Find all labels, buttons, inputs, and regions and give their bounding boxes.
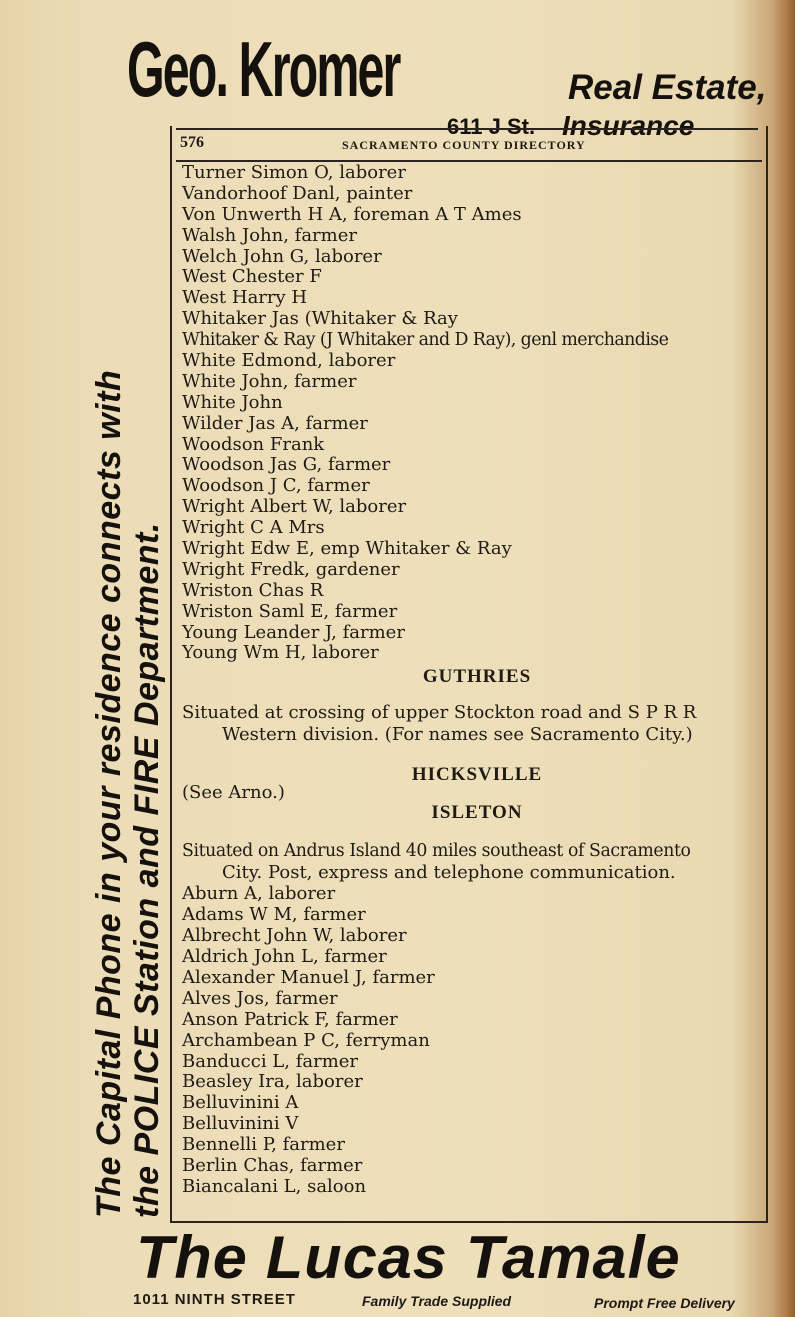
directory-entry: Wright Edw E, emp Whitaker & Ray <box>182 538 512 560</box>
directory-entry: Archambean P C, ferryman <box>182 1029 430 1051</box>
directory-entry: Alexander Manuel J, farmer <box>182 966 435 988</box>
directory-entry: Wriston Saml E, farmer <box>182 600 398 622</box>
directory-entry: Albrecht John W, laborer <box>182 925 407 947</box>
directory-entry: White John <box>182 391 283 413</box>
directory-entry: White John, farmer <box>182 370 357 392</box>
directory-entry: Young Leander J, farmer <box>182 621 405 643</box>
directory-entry: Wright Fredk, gardener <box>182 558 400 580</box>
page-edge <box>773 0 795 1317</box>
directory-entry: Vandorhoof Danl, painter <box>182 182 413 204</box>
directory-entry: Whitaker & Ray (J Whitaker and D Ray), genl merchandise <box>182 330 669 351</box>
directory-entry: Wright C A Mrs <box>182 517 325 539</box>
directory-entry: Berlin Chas, farmer <box>182 1154 363 1176</box>
directory-entry: Banducci L, farmer <box>182 1050 359 1072</box>
isleton-description-continued: City. Post, express and telephone communication. <box>222 862 676 884</box>
directory-entry: Woodson Frank <box>182 433 325 455</box>
capital-phone-advertisement <box>90 118 170 1218</box>
directory-entry: Alves Jos, farmer <box>182 987 338 1009</box>
isleton-description: Situated on Andrus Island 40 miles southeast of Sacramento <box>182 841 691 862</box>
lucas-trade-note: Family Trade Supplied <box>362 1293 512 1309</box>
hicksville-note: (See Arno.) <box>182 782 285 804</box>
directory-entry: White Edmond, laborer <box>182 350 396 372</box>
insurance-label: Insurance <box>562 110 695 141</box>
page-header <box>176 128 758 160</box>
kromer-address: 611 J St. <box>447 114 536 139</box>
side-ad-line-2: the POLICE Station and FIRE Department. <box>128 522 166 1218</box>
lucas-delivery-note: Prompt Free Delivery <box>594 1295 735 1311</box>
directory-entry: Woodson Jas G, farmer <box>182 454 391 476</box>
section-heading-guthries: GUTHRIES <box>422 666 532 688</box>
directory-entry: West Chester F <box>182 266 322 288</box>
directory-entry: Young Wm H, laborer <box>182 642 379 664</box>
side-ad-line-1: The Capital Phone in your residence connects with <box>90 369 128 1218</box>
directory-entry: Wriston Chas R <box>182 579 324 601</box>
directory-entry: West Harry H <box>182 287 308 309</box>
running-head: SACRAMENTO COUNTY DIRECTORY <box>342 138 586 152</box>
directory-entry: Beasley Ira, laborer <box>182 1071 363 1093</box>
entry-list-main <box>182 163 772 664</box>
kromer-advertisement <box>125 25 767 141</box>
lucas-tamale-name: The Lucas Tamale <box>136 1224 681 1291</box>
directory-entry: Welch John G, laborer <box>182 245 382 267</box>
directory-entry: Aldrich John L, farmer <box>182 946 387 968</box>
directory-entry: Walsh John, farmer <box>182 224 357 246</box>
directory-entry: Bennelli P, farmer <box>182 1134 345 1156</box>
directory-entry: Woodson J C, farmer <box>182 475 370 497</box>
directory-entry: Wright Albert W, laborer <box>182 496 407 518</box>
directory-entry: Adams W M, farmer <box>182 904 366 926</box>
directory-entry: Belluvinini A <box>182 1092 299 1114</box>
directory-entry: Wilder Jas A, farmer <box>182 412 368 434</box>
real-estate-label: Real Estate, <box>568 68 767 107</box>
guthries-description: Situated at crossing of upper Stockton road and S P R R <box>182 702 697 724</box>
section-heading-hicksville: HICKSVILLE <box>411 764 543 786</box>
directory-entry: Biancalani L, saloon <box>182 1175 367 1197</box>
directory-entry: Turner Simon O, laborer <box>182 162 406 183</box>
directory-entry: Whitaker Jas (Whitaker & Ray <box>182 308 458 330</box>
guthries-description-continued: Western division. (For names see Sacramento City.) <box>222 724 693 746</box>
directory-entry: Aburn A, laborer <box>182 883 336 905</box>
page-number: 576 <box>180 134 204 151</box>
kromer-name: Geo. Kromer <box>127 25 400 113</box>
directory-entry: Belluvinini V <box>182 1113 299 1135</box>
entry-list-isleton <box>182 884 772 1197</box>
section-heading-isleton: ISLETON <box>431 802 523 824</box>
lucas-address: 1011 NINTH STREET <box>133 1291 296 1308</box>
directory-content <box>182 163 772 1198</box>
lucas-tamale-advertisement <box>0 1225 795 1317</box>
directory-entry: Anson Patrick F, farmer <box>182 1008 398 1030</box>
directory-entry: Von Unwerth H A, foreman A T Ames <box>182 203 522 225</box>
